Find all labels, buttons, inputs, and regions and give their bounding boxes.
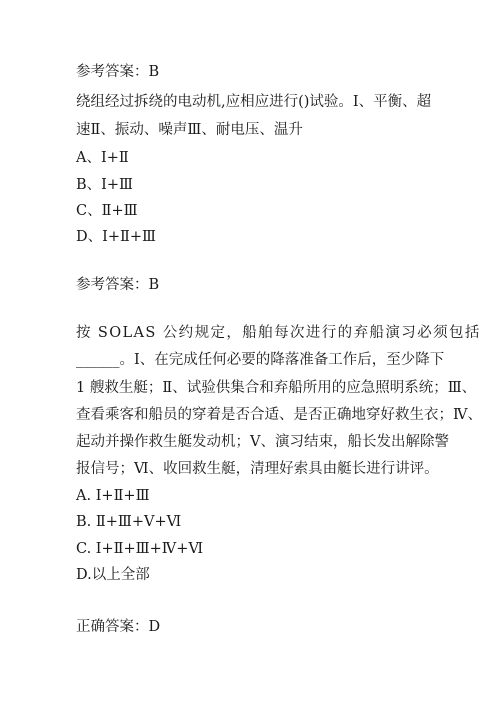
option-2-b: B. Ⅱ+Ⅲ+Ⅴ+Ⅵ	[76, 514, 182, 530]
option-2-a: A. Ⅰ+Ⅱ+Ⅲ	[76, 488, 150, 504]
option-a: A、Ⅰ+Ⅱ	[76, 150, 129, 166]
question-2-line-4: 查看乘客和船员的穿着是否合适、是否正确地穿好救生衣；Ⅳ、	[76, 407, 482, 423]
question-1-line-2: 速Ⅱ、振动、噪声Ⅲ、耐电压、温升	[76, 122, 303, 138]
question-2-line-6: 报信号；Ⅵ、收回救生艇，清理好索具由艇长进行讲评。	[76, 461, 439, 477]
option-b: B、Ⅰ+Ⅲ	[76, 177, 134, 193]
question-2-line-5: 起动并操作救生艇发动机；Ⅴ、演习结束，船长发出解除警	[76, 434, 449, 450]
option-d: D、Ⅰ+Ⅱ+Ⅲ	[76, 229, 156, 245]
option-c: C、Ⅱ+Ⅲ	[76, 203, 138, 219]
question-2-line-1: 按 SOLAS 公约规定，船舶每次进行的弃船演习必须包括	[76, 325, 481, 341]
question-1-line-1: 绕组经过拆绕的电动机,应相应进行()试验。Ⅰ、平衡、超	[76, 94, 432, 110]
answer-line-3: 正确答案：D	[76, 619, 161, 635]
option-2-d: D.以上全部	[76, 567, 150, 583]
answer-line-2: 参考答案：B	[76, 277, 160, 293]
question-2-line-2: ______。Ⅰ、在完成任何必要的降落准备工作后，至少降下	[76, 352, 445, 368]
option-2-c: C. Ⅰ+Ⅱ+Ⅲ+Ⅳ+Ⅵ	[76, 541, 204, 557]
question-2-line-3: 1 艘救生艇；Ⅱ、试验供集合和弃船所用的应急照明系统；Ⅲ、	[76, 380, 477, 396]
answer-line-1: 参考答案：B	[76, 64, 160, 80]
